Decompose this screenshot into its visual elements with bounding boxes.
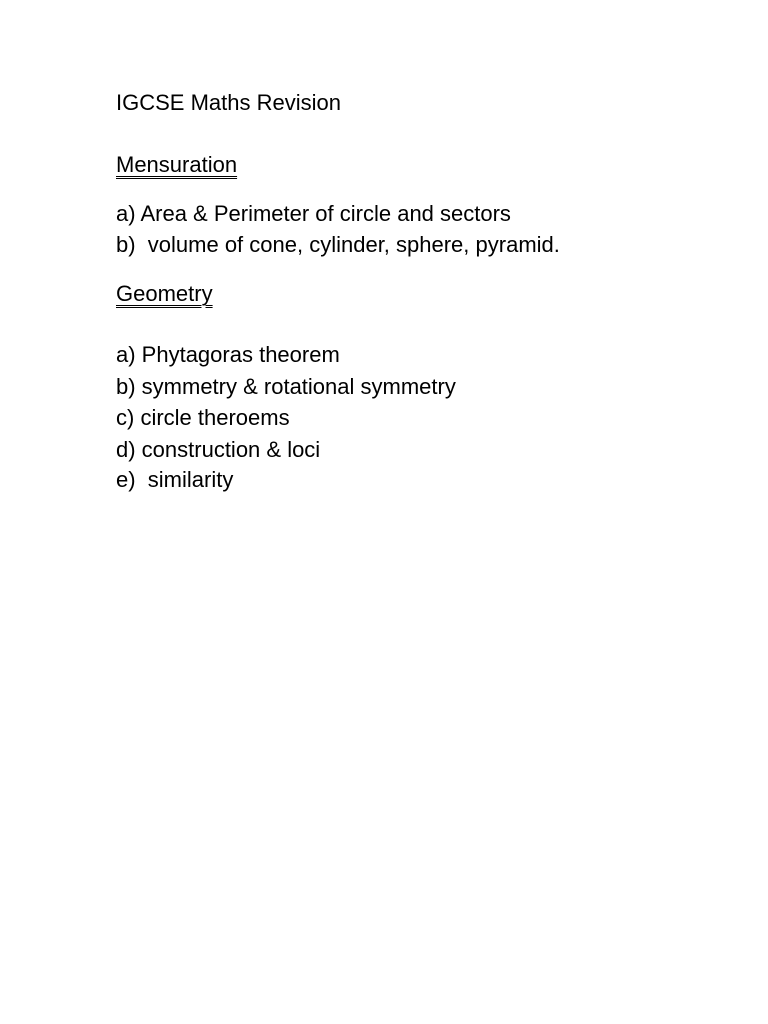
document-title: IGCSE Maths Revision bbox=[116, 90, 341, 115]
section-heading-geometry: Geometry bbox=[116, 281, 213, 306]
list-item: e) similarity bbox=[116, 467, 234, 492]
list-item: c) circle theroems bbox=[116, 405, 290, 430]
list-item: a) Area & Perimeter of circle and sectors bbox=[116, 201, 511, 226]
list-item: d) construction & loci bbox=[116, 437, 321, 462]
list-item: b) symmetry & rotational symmetry bbox=[116, 374, 456, 399]
section-heading-mensuration: Mensuration bbox=[116, 152, 238, 177]
list-item: a) Phytagoras theorem bbox=[116, 342, 340, 367]
list-item: b) volume of cone, cylinder, sphere, pyramid. bbox=[116, 232, 560, 257]
